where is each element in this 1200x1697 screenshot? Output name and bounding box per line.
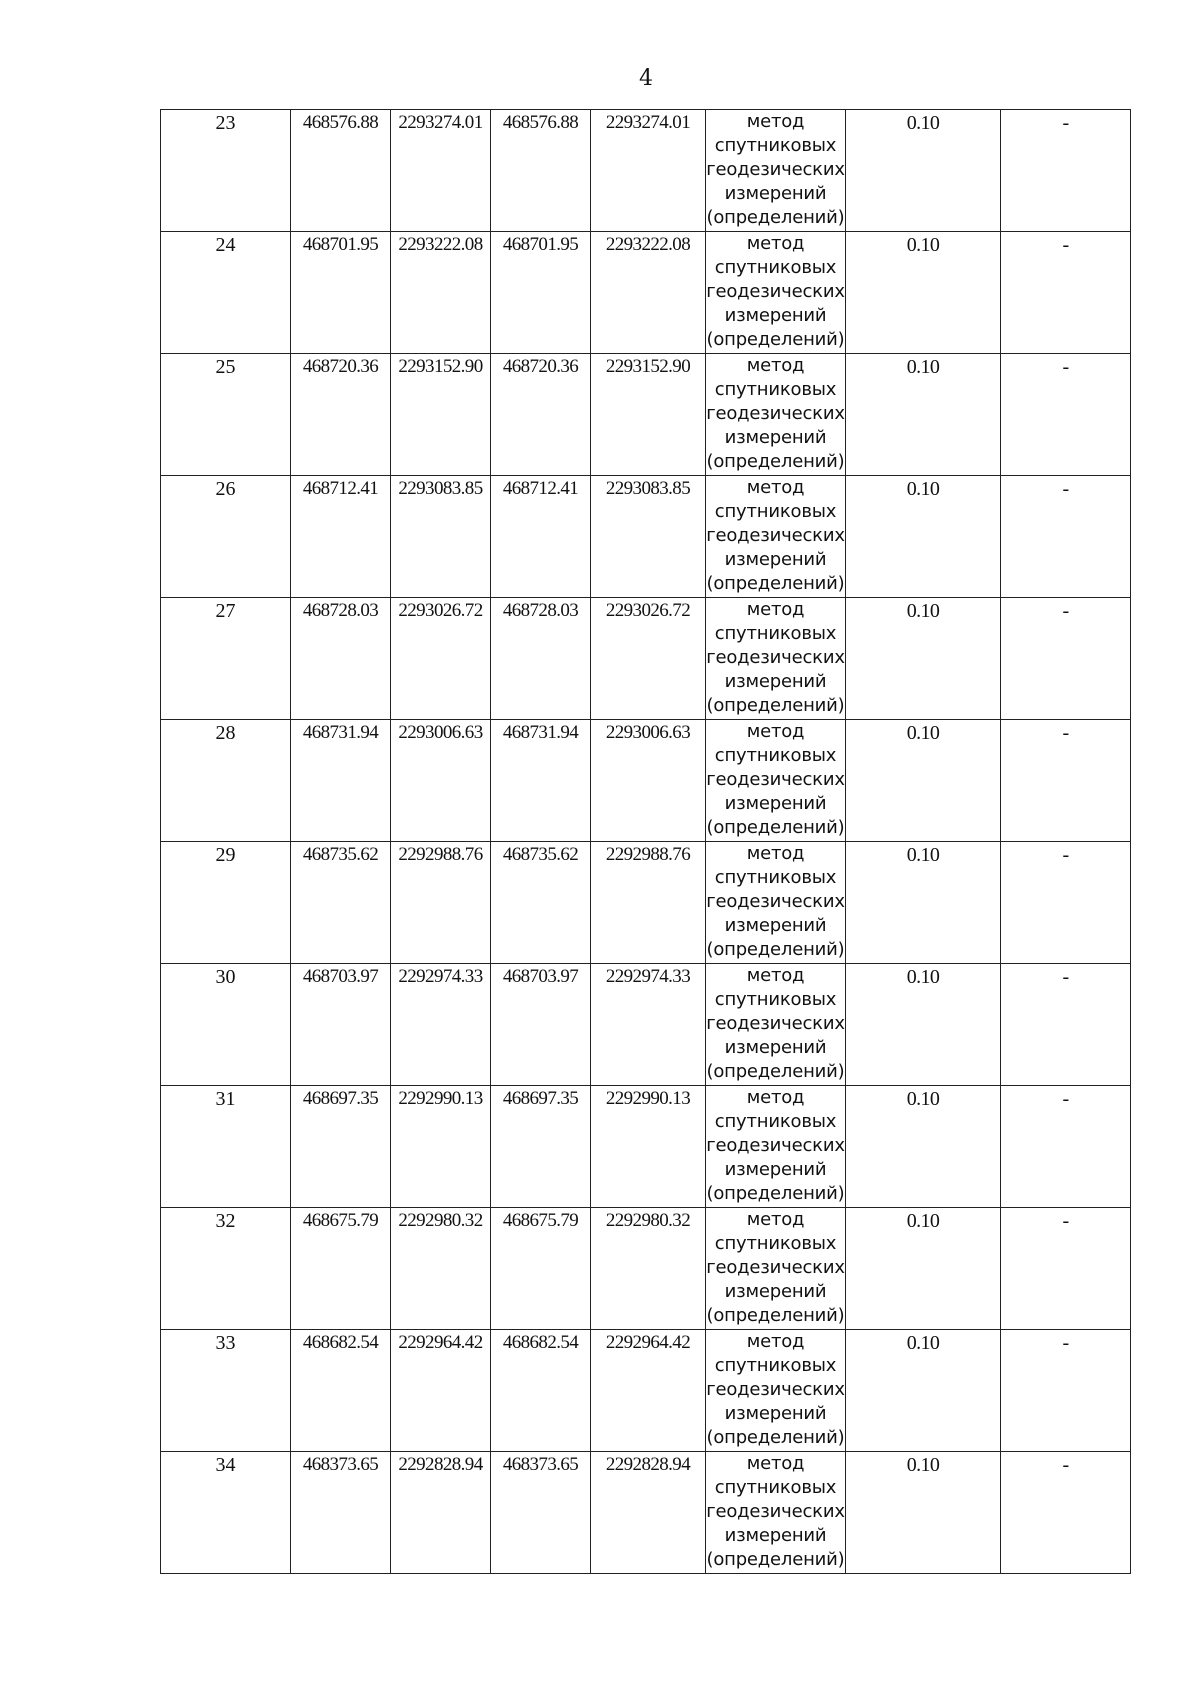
table-row <box>161 842 1131 964</box>
y-coordinate-cell: 2293152.90 <box>391 354 491 476</box>
table-row <box>161 598 1131 720</box>
y-coordinate-existing-cell: 2293026.72 <box>591 598 706 720</box>
accuracy-cell: 0.10 <box>846 476 1001 598</box>
y-coordinate-cell: 2293222.08 <box>391 232 491 354</box>
method-line: спутниковых <box>714 989 837 1010</box>
note-cell: - <box>1001 476 1131 598</box>
method-line: (определений) <box>706 573 845 594</box>
method-line: (определений) <box>706 817 845 838</box>
method-line: метод <box>746 233 805 254</box>
table-row <box>161 1086 1131 1208</box>
method-cell <box>706 1452 846 1574</box>
x-coordinate-cell: 468720.36 <box>291 354 391 476</box>
x-coordinate-cell: 468576.88 <box>291 110 391 232</box>
point-number-cell: 27 <box>161 598 291 720</box>
method-line: геодезических <box>706 403 845 424</box>
note-cell: - <box>1001 110 1131 232</box>
y-coordinate-existing-cell: 2293083.85 <box>591 476 706 598</box>
note-cell: - <box>1001 598 1131 720</box>
method-line: (определений) <box>706 1305 845 1326</box>
method-line: измерений <box>724 1525 827 1546</box>
y-coordinate-existing-cell: 2292980.32 <box>591 1208 706 1330</box>
accuracy-cell: 0.10 <box>846 842 1001 964</box>
point-number-cell: 30 <box>161 964 291 1086</box>
method-line: (определений) <box>706 695 845 716</box>
accuracy-cell: 0.10 <box>846 964 1001 1086</box>
note-cell: - <box>1001 964 1131 1086</box>
method-line: геодезических <box>706 891 845 912</box>
coordinates-table <box>160 109 1131 1574</box>
table-row <box>161 476 1131 598</box>
point-number-cell: 29 <box>161 842 291 964</box>
method-line: геодезических <box>706 159 845 180</box>
method-line: измерений <box>724 183 827 204</box>
method-cell <box>706 476 846 598</box>
x-coordinate-cell: 468675.79 <box>291 1208 391 1330</box>
x-coordinate-cell: 468701.95 <box>291 232 391 354</box>
method-cell <box>706 1086 846 1208</box>
method-line: геодезических <box>706 1379 845 1400</box>
method-line: геодезических <box>706 1135 845 1156</box>
method-cell <box>706 1330 846 1452</box>
accuracy-cell: 0.10 <box>846 110 1001 232</box>
y-coordinate-cell: 2293274.01 <box>391 110 491 232</box>
method-line: измерений <box>724 915 827 936</box>
table-row <box>161 1330 1131 1452</box>
method-line: измерений <box>724 793 827 814</box>
method-line: геодезических <box>706 281 845 302</box>
method-line: геодезических <box>706 525 845 546</box>
method-line: метод <box>746 1209 805 1230</box>
method-line: (определений) <box>706 1427 845 1448</box>
y-coordinate-cell: 2292980.32 <box>391 1208 491 1330</box>
method-line: (определений) <box>706 1061 845 1082</box>
method-cell <box>706 232 846 354</box>
method-line: (определений) <box>706 451 845 472</box>
method-line: измерений <box>724 305 827 326</box>
accuracy-cell: 0.10 <box>846 1208 1001 1330</box>
y-coordinate-existing-cell: 2293222.08 <box>591 232 706 354</box>
point-number-cell: 25 <box>161 354 291 476</box>
method-line: метод <box>746 355 805 376</box>
y-coordinate-cell: 2292974.33 <box>391 964 491 1086</box>
method-line: спутниковых <box>714 623 837 644</box>
page-number: 4 <box>639 66 653 91</box>
accuracy-cell: 0.10 <box>846 598 1001 720</box>
method-line: (определений) <box>706 1549 845 1570</box>
method-line: спутниковых <box>714 867 837 888</box>
y-coordinate-cell: 2292988.76 <box>391 842 491 964</box>
note-cell: - <box>1001 1330 1131 1452</box>
x-coordinate-cell: 468697.35 <box>291 1086 391 1208</box>
y-coordinate-existing-cell: 2293274.01 <box>591 110 706 232</box>
method-line: спутниковых <box>714 501 837 522</box>
x-coordinate-existing-cell: 468682.54 <box>491 1330 591 1452</box>
accuracy-cell: 0.10 <box>846 232 1001 354</box>
table-row <box>161 110 1131 232</box>
x-coordinate-existing-cell: 468712.41 <box>491 476 591 598</box>
method-line: измерений <box>724 1037 827 1058</box>
point-number-cell: 32 <box>161 1208 291 1330</box>
y-coordinate-cell: 2293026.72 <box>391 598 491 720</box>
method-line: измерений <box>724 671 827 692</box>
x-coordinate-cell: 468373.65 <box>291 1452 391 1574</box>
x-coordinate-existing-cell: 468720.36 <box>491 354 591 476</box>
table-row <box>161 354 1131 476</box>
note-cell: - <box>1001 1452 1131 1574</box>
method-line: спутниковых <box>714 1477 837 1498</box>
method-line: метод <box>746 721 805 742</box>
method-cell <box>706 842 846 964</box>
note-cell: - <box>1001 1086 1131 1208</box>
method-line: спутниковых <box>714 1111 837 1132</box>
method-line: (определений) <box>706 939 845 960</box>
method-line: метод <box>746 477 805 498</box>
method-line: измерений <box>724 1281 827 1302</box>
method-line: метод <box>746 965 805 986</box>
method-line: спутниковых <box>714 1233 837 1254</box>
method-cell <box>706 720 846 842</box>
method-line: геодезических <box>706 1501 845 1522</box>
method-cell <box>706 1208 846 1330</box>
table-row <box>161 964 1131 1086</box>
table-row <box>161 1208 1131 1330</box>
note-cell: - <box>1001 720 1131 842</box>
y-coordinate-existing-cell: 2292990.13 <box>591 1086 706 1208</box>
point-number-cell: 28 <box>161 720 291 842</box>
method-line: измерений <box>724 427 827 448</box>
y-coordinate-existing-cell: 2292964.42 <box>591 1330 706 1452</box>
method-line: метод <box>746 1331 805 1352</box>
accuracy-cell: 0.10 <box>846 1086 1001 1208</box>
y-coordinate-existing-cell: 2292828.94 <box>591 1452 706 1574</box>
accuracy-cell: 0.10 <box>846 1330 1001 1452</box>
y-coordinate-cell: 2292828.94 <box>391 1452 491 1574</box>
method-line: геодезических <box>706 1013 845 1034</box>
note-cell: - <box>1001 1208 1131 1330</box>
point-number-cell: 34 <box>161 1452 291 1574</box>
y-coordinate-cell: 2292990.13 <box>391 1086 491 1208</box>
table-row <box>161 1452 1131 1574</box>
method-cell <box>706 110 846 232</box>
accuracy-cell: 0.10 <box>846 1452 1001 1574</box>
point-number-cell: 24 <box>161 232 291 354</box>
table-row <box>161 232 1131 354</box>
x-coordinate-existing-cell: 468675.79 <box>491 1208 591 1330</box>
method-line: геодезических <box>706 647 845 668</box>
x-coordinate-existing-cell: 468697.35 <box>491 1086 591 1208</box>
method-line: метод <box>746 843 805 864</box>
method-line: геодезических <box>706 769 845 790</box>
table-row <box>161 720 1131 842</box>
method-line: спутниковых <box>714 135 837 156</box>
x-coordinate-cell: 468728.03 <box>291 598 391 720</box>
y-coordinate-cell: 2293006.63 <box>391 720 491 842</box>
method-line: измерений <box>724 1159 827 1180</box>
method-line: метод <box>746 1453 805 1474</box>
y-coordinate-cell: 2292964.42 <box>391 1330 491 1452</box>
x-coordinate-cell: 468731.94 <box>291 720 391 842</box>
method-line: (определений) <box>706 1183 845 1204</box>
method-cell <box>706 354 846 476</box>
y-coordinate-existing-cell: 2293152.90 <box>591 354 706 476</box>
y-coordinate-existing-cell: 2293006.63 <box>591 720 706 842</box>
method-cell <box>706 598 846 720</box>
y-coordinate-existing-cell: 2292988.76 <box>591 842 706 964</box>
note-cell: - <box>1001 842 1131 964</box>
method-line: спутниковых <box>714 379 837 400</box>
method-line: (определений) <box>706 207 845 228</box>
method-line: метод <box>746 1087 805 1108</box>
method-line: спутниковых <box>714 745 837 766</box>
method-line: (определений) <box>706 329 845 350</box>
x-coordinate-existing-cell: 468703.97 <box>491 964 591 1086</box>
point-number-cell: 31 <box>161 1086 291 1208</box>
x-coordinate-cell: 468682.54 <box>291 1330 391 1452</box>
note-cell: - <box>1001 354 1131 476</box>
x-coordinate-existing-cell: 468731.94 <box>491 720 591 842</box>
x-coordinate-existing-cell: 468735.62 <box>491 842 591 964</box>
point-number-cell: 33 <box>161 1330 291 1452</box>
x-coordinate-cell: 468703.97 <box>291 964 391 1086</box>
x-coordinate-existing-cell: 468576.88 <box>491 110 591 232</box>
table-body <box>161 110 1131 1574</box>
method-line: метод <box>746 111 805 132</box>
method-line: спутниковых <box>714 257 837 278</box>
method-line: измерений <box>724 549 827 570</box>
method-line: геодезических <box>706 1257 845 1278</box>
note-cell: - <box>1001 232 1131 354</box>
accuracy-cell: 0.10 <box>846 354 1001 476</box>
method-cell <box>706 964 846 1086</box>
method-line: измерений <box>724 1403 827 1424</box>
method-line: метод <box>746 599 805 620</box>
point-number-cell: 23 <box>161 110 291 232</box>
point-number-cell: 26 <box>161 476 291 598</box>
x-coordinate-existing-cell: 468701.95 <box>491 232 591 354</box>
y-coordinate-cell: 2293083.85 <box>391 476 491 598</box>
x-coordinate-existing-cell: 468373.65 <box>491 1452 591 1574</box>
accuracy-cell: 0.10 <box>846 720 1001 842</box>
method-line: спутниковых <box>714 1355 837 1376</box>
y-coordinate-existing-cell: 2292974.33 <box>591 964 706 1086</box>
x-coordinate-cell: 468712.41 <box>291 476 391 598</box>
x-coordinate-existing-cell: 468728.03 <box>491 598 591 720</box>
x-coordinate-cell: 468735.62 <box>291 842 391 964</box>
